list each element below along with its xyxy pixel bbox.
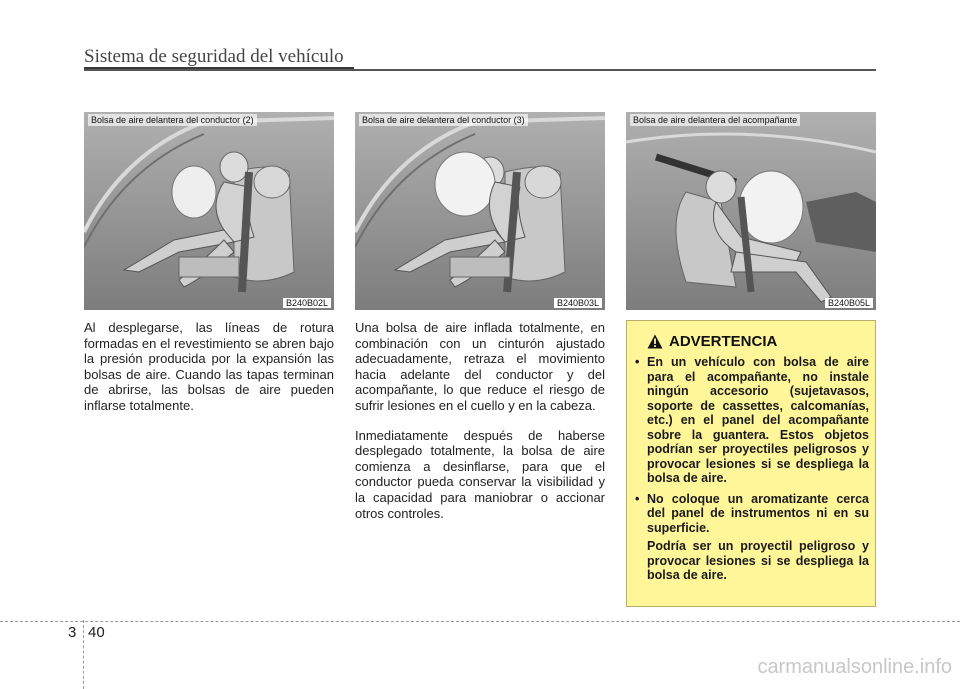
footer-divider: [83, 620, 84, 689]
page-header-title: Sistema de seguridad del vehículo: [84, 46, 344, 67]
warning-item-text: Podría ser un proyectil peligroso y provocar lesiones si se despliega la bolsa de aire.: [647, 539, 869, 582]
figure-passenger-airbag: [626, 112, 876, 310]
figure-driver-airbag-2: [84, 112, 334, 310]
column2-text: [355, 320, 605, 535]
figure-caption: Bolsa de aire delantera del conductor (3): [359, 114, 528, 126]
page-number: 40: [88, 624, 105, 641]
bullet: •: [635, 491, 640, 506]
paragraph: Inmediatamente después de haberse desplegado totalmente, la bolsa de aire comienza a desinflarse, para que el conductor pueda conservar la visibilidad y la capacidad para maniobrar o accionar otros controles.: [355, 427, 605, 521]
warning-item-text: En un vehículo con bolsa de aire para el acompañante, no instale ningún accesorio (sujetavasos, soporte de cassettes, calcomanías, etc.) en el panel del acompañante sobre la guantera. Estos objetos podrían ser proyectiles peligrosos y provocar lesiones si se despliega la bolsa de aire.: [647, 355, 869, 485]
column1-text: [84, 320, 334, 428]
figure-caption: Bolsa de aire delantera del acompañante: [630, 114, 800, 126]
warning-box: [626, 320, 876, 607]
driver-airbag-illustration: [84, 112, 334, 310]
figure-code: B240B02L: [283, 298, 331, 308]
warning-item-text: No coloque un aromatizante cerca del panel de instrumentos ni en su superficie.: [647, 491, 869, 535]
footer-rule: [0, 621, 960, 622]
warning-header: [647, 333, 777, 350]
warning-item: [635, 492, 869, 587]
warning-item: [635, 355, 869, 490]
page-section-number: 3: [68, 624, 77, 641]
header-rule: [84, 69, 876, 71]
passenger-airbag-illustration: [626, 112, 876, 310]
figure-driver-airbag-3: [355, 112, 605, 310]
figure-code: B240B03L: [554, 298, 602, 308]
driver-airbag-inflated-illustration: [355, 112, 605, 310]
paragraph: Una bolsa de aire inflada totalmente, en combinación con un cinturón ajustado adecuadamente, retraza el movimiento hacia adelante del conductor y del acompañante, lo que reduce el riesgo de sufrir lesiones en el cuello y en la cabeza.: [355, 320, 605, 413]
warning-list: [635, 355, 869, 589]
paragraph: Al desplegarse, las líneas de rotura formadas en el revestimiento se abren bajo la presión producida por la expansión las bolsas de aire. Cuando las tapas terminan de abrirse, las bolsas de aire pueden inflarse totalmente.: [84, 320, 334, 413]
warning-triangle-icon: [647, 334, 663, 349]
figure-caption: Bolsa de aire delantera del conductor (2): [88, 114, 257, 126]
bullet: •: [635, 355, 640, 369]
warning-title: ADVERTENCIA: [669, 333, 778, 350]
watermark: carmanualsonline.info: [757, 656, 952, 678]
figure-code: B240B05L: [825, 298, 873, 308]
